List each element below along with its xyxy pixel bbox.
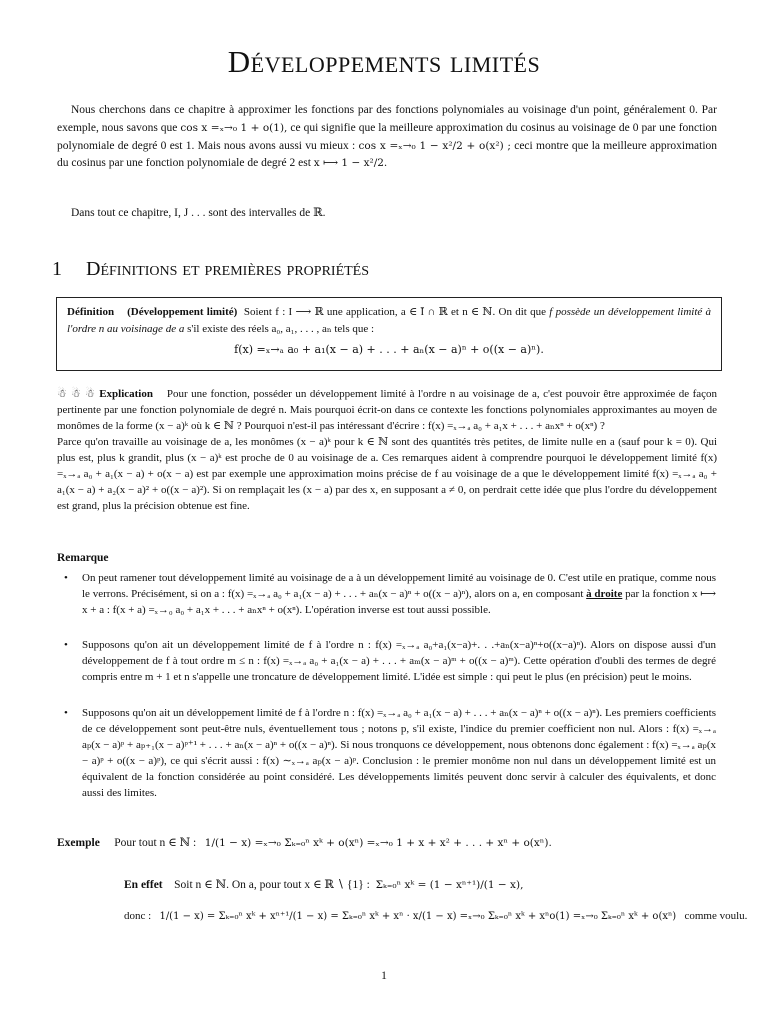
donc-voulu: comme voulu. bbox=[684, 910, 748, 922]
definition-name: (Développement limité) bbox=[127, 306, 238, 318]
remarque-item-1-tail: par la fonction x ⟼ x + a : f(x + a) =ₓ→₀ a₀ + a₁x + . . . + aₙxⁿ + o(xⁿ). L'opération inverse est tout aussi possible. bbox=[82, 587, 717, 616]
intro-math-approx: x ⟼ 1 − x²/2. bbox=[313, 157, 388, 170]
bullet-icon: • bbox=[64, 572, 68, 584]
remarque-item-1-bold: à droite bbox=[586, 587, 623, 600]
definition-formula: f(x) =ₓ→ₐ a₀ + a₁(x − a) + . . . + aₙ(x − a)ⁿ + o((x − a)ⁿ). bbox=[234, 343, 544, 356]
exemple-text: Pour tout n ∈ ℕ : bbox=[114, 837, 197, 849]
remarque-item-3-text: Supposons qu'on ait un développement limité de f à l'ordre n : f(x) =ₓ→ₐ a₀ + a₁(x − a) + . . . + aₙ(x − a)ⁿ + o((x − a)ⁿ). Les premiers coefficients de ce développement sont peut-être nuls, éventuellement tous ; notons p, s'il existe, l'indice du premier coefficient non nul. Alors : f(x) =ₓ→ₐ aₚ(x − a)ᵖ + aₚ₊₁(x − a)ᵖ⁺¹ + . . . + aₙ(x − a)ⁿ + o((x − a)ⁿ). Si nous tronquons ce développement, nous obtenons donc également : f(x) =ₓ→ₐ aₚ(x − a)ᵖ + o((x − a)ᵖ), ce qui s'écrit aussi : f(x) ∼ₓ→ₐ aₚ(x − a)ᵖ. Conclusion : le premier monôme non nul dans un développement limité est un équivalent de la fonction considérée au point considéré. Les développements limités peuvent donc servir à calculer des équivalents, et donc aussi des limites. bbox=[82, 707, 716, 799]
preuve-formula: Σₖ₌₀ⁿ xᵏ = (1 − xⁿ⁺¹)/(1 − x), bbox=[375, 879, 524, 891]
explication-text-2: Parce qu'on travaille au voisinage de a, les monômes (x − a)ᵏ pour k ∈ ℕ sont des quantités très petites, de limite nulle en a (sauf pour k = 0). Qui plus est, plus k grandit, plus (x − a)ᵏ est proche de 0 au voisinage de a. Ces remarques aident à comprendre pourquoi le développement limité f(x) =ₓ→ₐ a₀ + a₁(x − a) + o(x − a) est par exemple une approximation moins précise de f au voisinage de a que le développement limité f(x) =ₓ→ₐ a₀ + a₁(x − a) + a₂(x − a)² + o((x − a)²). Si on remplaçait les (x − a) par des x, en supposant a ≠ 0, on perdrait cette idée que plus l'ordre du développement est grand, plus la précision obtenue est fine. bbox=[57, 435, 717, 512]
remarque-item-2 bbox=[64, 638, 716, 686]
section-title: Définitions et premières propriétés bbox=[86, 258, 370, 280]
intro-text-b: ce qui signifie que la meilleure approximation du cosinus au voisinage de 0 par une fonction polynomiale de degré 0 est 1. Mais nous avons aussi vu mieux : bbox=[57, 121, 718, 152]
remarque-item-2-text: Supposons qu'on ait un développement limité de f à l'ordre n : f(x) =ₓ→ₐ a₀+a₁(x−a)+. . .+aₙ(x−a)ⁿ+o((x−a)ⁿ). Alors on dispose aussi d'un développement de f à tout ordre m ≤ n : f(x) =ₓ→ₐ a₀ + a₁(x − a) + . . . + aₘ(x − a)ᵐ + o((x − a)ᵐ). Cette opération d'oubli des termes de degré compris entre m + 1 et n s'appelle une troncature de développement limité. L'idée est simple : qui peut le plus (en précision) peut le moins. bbox=[82, 639, 716, 683]
intro-math-cos-order0: cos x =ₓ→₀ 1 + o(1), bbox=[180, 121, 288, 134]
remarque-title: Remarque bbox=[57, 552, 109, 564]
remarque-item-3 bbox=[64, 706, 716, 802]
page-title: Développements limités bbox=[227, 44, 541, 79]
intro-paragraph bbox=[57, 102, 717, 173]
snowman-icon: ☃ ☃ ☃ bbox=[57, 388, 96, 400]
explication-block bbox=[57, 387, 717, 515]
donc-label: donc : bbox=[124, 910, 152, 922]
intro-math-cos-order2: cos x =ₓ→₀ 1 − x²/2 + o(x²) ; bbox=[358, 139, 511, 152]
exemple-block bbox=[57, 834, 552, 852]
section-heading bbox=[52, 258, 369, 281]
section-number: 1 bbox=[52, 258, 62, 280]
exemple-head: Exemple bbox=[57, 837, 100, 849]
donc-formula: 1/(1 − x) = Σₖ₌₀ⁿ xᵏ + xⁿ⁺¹/(1 − x) = Σₖ₌₀ⁿ xᵏ + xⁿ · x/(1 − x) =ₓ→₀ Σₖ₌₀ⁿ xᵏ + xⁿo(1) =ₓ→₀ Σₖ₌₀ⁿ xᵏ + o(xⁿ) bbox=[159, 911, 677, 922]
preuve-block bbox=[124, 876, 523, 894]
donc-block bbox=[124, 908, 747, 926]
definition-text-c: s'il existe des réels a₀, a₁, . . . , aₙ tels que : bbox=[187, 322, 375, 335]
page-number: 1 bbox=[381, 970, 387, 982]
definition-text-b: f possède un développement limité à l'ordre n au voisinage de a bbox=[67, 306, 712, 335]
definition-head: Définition bbox=[67, 306, 115, 318]
bullet-icon: • bbox=[64, 639, 68, 651]
preuve-head: En effet bbox=[124, 879, 163, 891]
definition-text-a: Soient f : I ⟶ ℝ une application, a ∈ Ī ∩ ℝ et n ∈ ℕ. On dit que bbox=[243, 306, 546, 318]
definition-box bbox=[56, 297, 722, 371]
remarque-item-1-text: On peut ramener tout développement limité au voisinage de a à un développement limité au voisinage de 0. C'est utile en pratique, comme nous le verrons. Précisément, si on a : f(x) =ₓ→ₐ a₀ + a₁(x − a) + . . . + aₙ(x − a)ⁿ + o((x − a)ⁿ), alors on a, en composant bbox=[82, 572, 716, 600]
bullet-icon: • bbox=[64, 707, 68, 719]
intro-text-c: ceci montre que la meilleure approximation du cosinus par une fonction polynomiale de degré 2 est bbox=[57, 139, 718, 170]
intro-intervals: Dans tout ce chapitre, I, J . . . sont des intervalles de ℝ. bbox=[71, 207, 326, 219]
preuve-text: Soit n ∈ ℕ. On a, pour tout x ∈ ℝ ∖ {1} : bbox=[174, 879, 370, 891]
intro-text-a: Nous cherchons dans ce chapitre à approximer les fonctions par des fonctions polynomiales au voisinage d'un point, généralement 0. Par exemple, nous savons que bbox=[57, 104, 717, 134]
exemple-formula: 1/(1 − x) =ₓ→₀ Σₖ₌₀ⁿ xᵏ + o(xⁿ) =ₓ→₀ 1 + x + x² + . . . + xⁿ + o(xⁿ). bbox=[204, 837, 552, 849]
explication-head: Explication bbox=[99, 388, 153, 400]
remarque-item-1 bbox=[64, 571, 716, 619]
explication-text: Pour une fonction, posséder un développement limité à l'ordre n au voisinage de a, c'est pouvoir être approximée de façon pertinente par une fonction polynomiale de degré n. Mais pourquoi écrit-on dans ce contexte les fonctions polynomiales approximantes au moyen de monômes de la forme (x − a)ᵏ où k ∈ ℕ ? Pourquoi n'est-il pas intéressant d'écrire : f(x) =ₓ→ₐ a₀ + a₁x + . . . + aₙxⁿ + o(xⁿ) ? bbox=[57, 388, 718, 432]
